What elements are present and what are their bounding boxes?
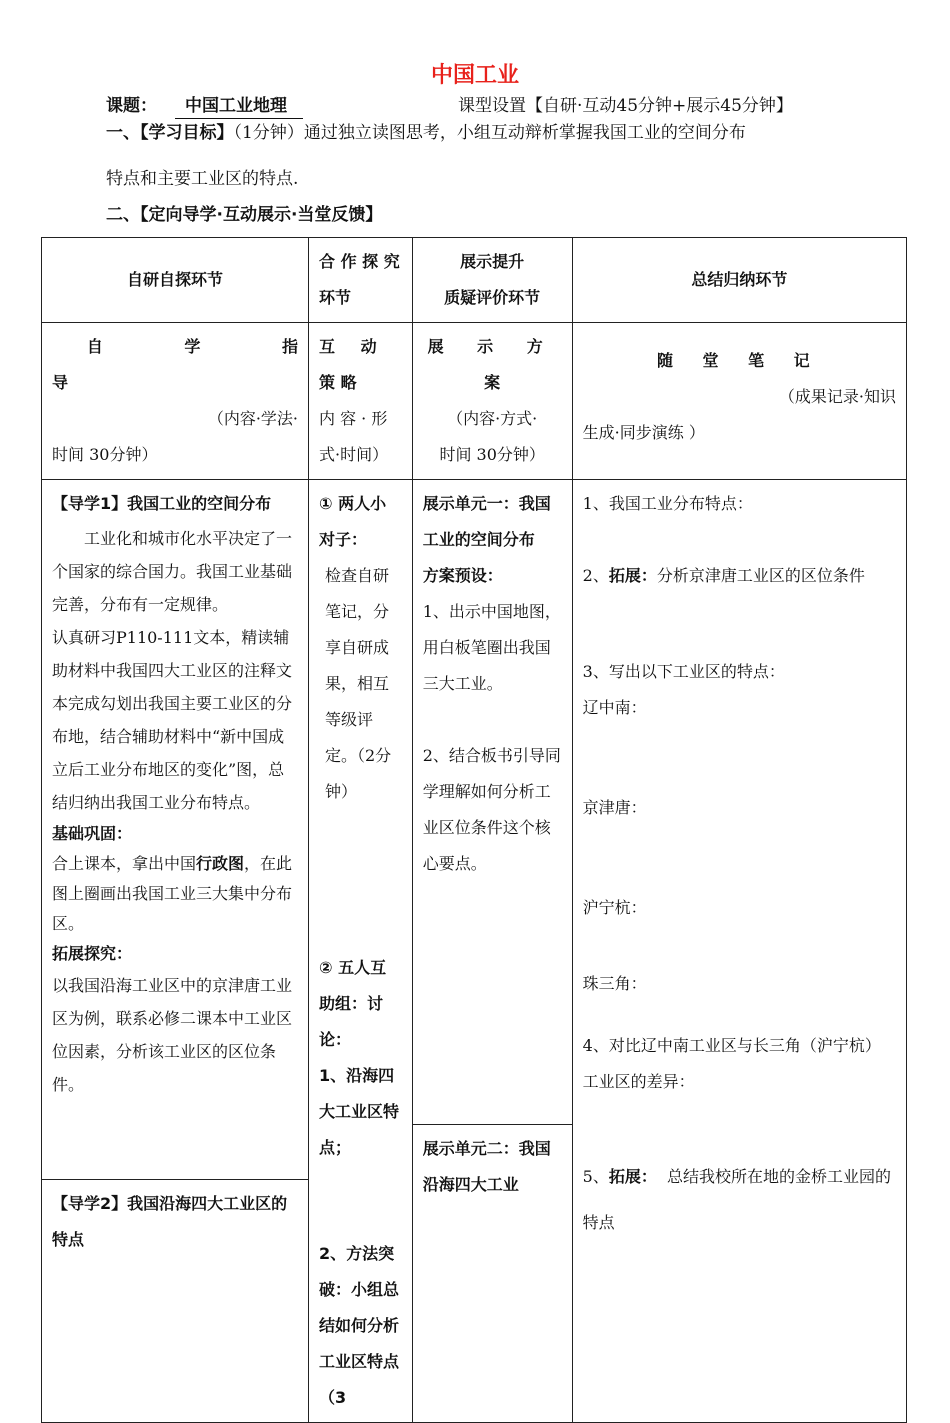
header-presentation: 展示提升 质疑评价环节: [412, 238, 572, 323]
sub-presentation: 展 示 方 案 （内容·方式· 时间 30分钟）: [412, 323, 572, 480]
col-cooperation: [309, 480, 413, 1423]
sub-summary: 随 堂 笔 记 （成果记录·知识 生成·同步演练 ）: [572, 323, 906, 480]
coop-item1: ① 两人小对子：: [319, 494, 387, 549]
divider: [413, 882, 572, 1125]
spacer: [583, 926, 896, 966]
spacer: [583, 1002, 896, 1028]
spacer: [319, 810, 402, 950]
table-body-row: [42, 480, 907, 1423]
pres-plan: 方案预设：: [422, 566, 503, 585]
table-header-row: [42, 238, 907, 323]
sum-r2: 京津唐：: [582, 798, 647, 817]
goal-line-1: [106, 121, 746, 145]
guide1-title: 【导学1】我国工业的空间分布: [52, 494, 272, 513]
pres-unit2: 展示单元二：我国沿海四大工业: [422, 1139, 551, 1194]
basic-title: 基础巩固：: [52, 824, 133, 843]
topic-label: 课题：: [106, 96, 157, 116]
page-title: 中国工业: [430, 63, 519, 88]
topic-line: [106, 94, 303, 119]
spacer: [423, 702, 562, 738]
section2-heading: 二、【定向导学·互动展示·当堂反馈】: [106, 205, 383, 225]
spacer: [583, 726, 896, 790]
spacer: [583, 826, 896, 890]
col-summary: [572, 480, 906, 1423]
header-cooperation: 合 作 探 究 环节: [309, 238, 413, 323]
lesson-type: 课型设置【自研·互动45分钟+展示45分钟】: [458, 96, 793, 116]
sum-r4: 珠三角：: [582, 974, 647, 993]
sum-r1: 辽中南：: [582, 698, 647, 717]
spacer: [583, 522, 896, 558]
guide1-para2: 认真研习P110-111文本，精读辅助材料中我国四大工业区的注释文本完成勾划出我国主要工业区的分布地，结合辅助材料中“新中国成立后工业分布地区的变化”图，总结归纳出我国工业分布特点。: [52, 628, 293, 812]
topic-value: 中国工业地理: [175, 94, 303, 119]
sum-q1: 1、我国工业分布特点：: [582, 494, 753, 513]
goal-text-2: 特点和主要工业区的特点.: [106, 169, 299, 189]
coop-item1-text: 检查自研笔记，分享自研成果，相互等级评定。（2分钟）: [325, 566, 392, 801]
spacer: [583, 594, 896, 654]
guide1-para1: 工业化和城市化水平决定了一个国家的综合国力。我国工业基础完善，分布有一定规律。: [52, 529, 293, 614]
col-presentation: [412, 480, 572, 1423]
divider: [42, 1101, 308, 1180]
header-summary: 总结归纳环节: [572, 238, 906, 323]
sum-r3: 沪宁杭：: [582, 898, 647, 917]
pres-step2: 2、结合板书引导同学理解如何分析工业区位条件这个核心要点。: [422, 746, 561, 873]
sub-self-study: 自 学 指 导 （内容·学法· 时间 30分钟）: [42, 323, 309, 480]
sum-q4: 4、对比辽中南工业区与长三角（沪宁杭）工业区的差异：: [582, 1036, 881, 1091]
table-subheader-row: [42, 323, 907, 480]
header-self-study: 自研自探环节: [42, 238, 309, 323]
coop-item2-sub2: 2、方法突破：小组总结如何分析工业区特点（3: [319, 1244, 400, 1407]
guide2-title: 【导学2】我国沿海四大工业区的特点: [52, 1194, 288, 1249]
basic-text: 合上课本，拿出中国行政图，在此图上圈画出我国工业三大集中分布区。: [52, 854, 293, 933]
sub-cooperation: 互 动 策 略 内 容 · 形 式·时间）: [309, 323, 413, 480]
goal-time: （1分钟）: [233, 123, 304, 143]
sum-q5: 5、拓展： 总结我校所在地的金桥工业园的特点: [582, 1167, 892, 1232]
col-self-study: [42, 480, 309, 1423]
goal-heading: 一、【学习目标】: [106, 123, 234, 143]
ext-text: 以我国沿海工业区中的京津唐工业区为例，联系必修二课本中工业区位因素，分析该工业区的区位条件。: [52, 976, 293, 1094]
sum-q2: 2、拓展：分析京津唐工业区的区位条件: [582, 566, 865, 585]
sum-q3: 3、写出以下工业区的特点：: [582, 662, 785, 681]
coop-item2-sub1: 1、沿海四大工业区特点；: [319, 1066, 400, 1157]
spacer: [583, 1100, 896, 1154]
coop-item2: ② 五人互助组：讨论：: [319, 958, 387, 1049]
goal-text-1: 通过独立读图思考，小组互动辩析掌握我国工业的空间分布: [303, 123, 746, 143]
pres-step1: 1、出示中国地图，用白板笔圈出我国三大工业。: [422, 602, 561, 693]
spacer: [319, 1166, 402, 1236]
lesson-table: [41, 237, 907, 1423]
ext-title: 拓展探究：: [52, 944, 133, 963]
pres-unit1: 展示单元一：我国工业的空间分布: [422, 494, 551, 549]
